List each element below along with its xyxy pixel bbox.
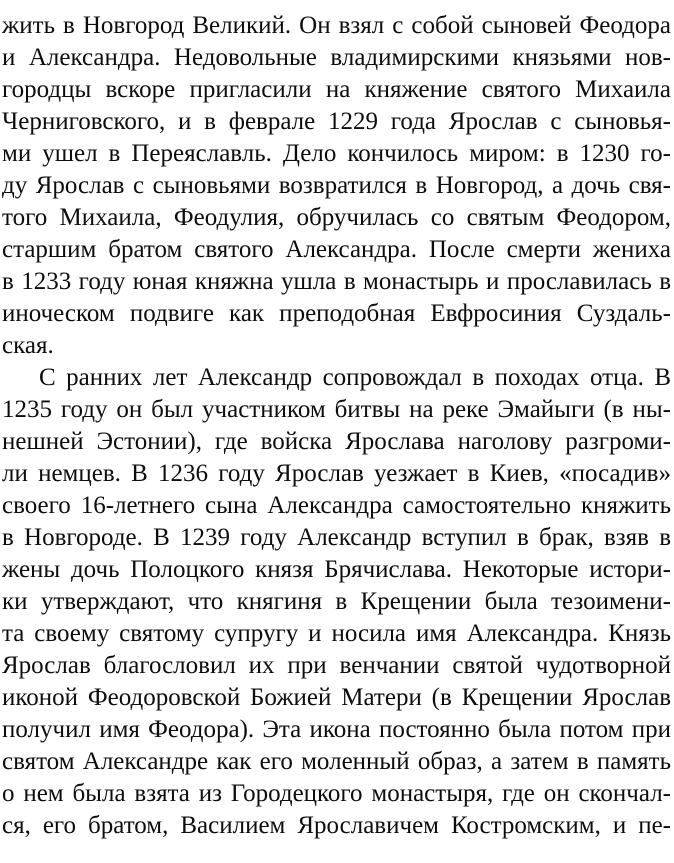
text-line: ми ушел в Переяславль. Дело кончилось миром: в 1230 го- — [2, 140, 671, 167]
text-line: своего 16-летнего сына Александра самостоятельно княжить — [2, 492, 671, 519]
text-line: городцы вскоре пригласили на княжение святого Михаила — [2, 76, 671, 103]
text-line: и Александра. Недовольные владимирскими князьями нов- — [2, 44, 671, 71]
text-line: в Новгороде. В 1239 году Александр вступил в брак, взяв в — [2, 524, 671, 551]
text-line: Черниговского, и в феврале 1229 года Ярослав с сыновья- — [2, 108, 671, 135]
text-line: ся, его братом, Василием Ярославичем Костромским, и пе- — [2, 812, 671, 839]
text-line-paragraph-start: С ранних лет Александр сопровождал в походах отца. В — [39, 364, 671, 391]
text-line: ки утверждают, что княгиня в Крещении была тезоимени- — [2, 588, 671, 615]
text-line: старшим братом святого Александра. После смерти жениха — [2, 236, 671, 263]
text-line: ду Ярослав с сыновьями возвратился в Новгород, а дочь свя- — [2, 172, 671, 199]
text-line: жить в Новгород Великий. Он взял с собой сыновей Феодора — [2, 12, 671, 39]
text-line: жены дочь Полоцкого князя Брячислава. Некоторые истори- — [2, 556, 671, 583]
text-line: о нем была взята из Городецкого монастыря, где он скончал- — [2, 780, 671, 807]
text-line: в 1233 году юная княжна ушла в монастырь и прославилась в — [2, 268, 671, 295]
text-line: того Михаила, Феодулия, обручилась со святым Феодором, — [2, 204, 671, 231]
text-line: ли немцев. В 1236 году Ярослав уезжает в Киев, «посадив» — [2, 460, 671, 487]
text-line: получил имя Феодора). Эта икона постоянно была потом при — [2, 716, 671, 743]
text-line: нешней Эстонии), где войска Ярослава наголову разгроми- — [2, 428, 671, 455]
text-line: Ярослав благословил их при венчании святой чудотворной — [2, 652, 671, 679]
text-line: 1235 году он был участником битвы на реке Эмайыги (в ны- — [2, 396, 671, 423]
text-line: иноческом подвиге как преподобная Евфросиния Суздаль- — [2, 300, 671, 327]
text-line: святом Александре как его моленный образ, а затем в память — [2, 748, 671, 775]
text-line-paragraph-end: ская. — [2, 332, 54, 359]
text-line: иконой Феодоровской Божией Матери (в Крещении Ярослав — [2, 684, 671, 711]
text-line: та своему святому супругу и носила имя Александра. Князь — [2, 620, 671, 647]
